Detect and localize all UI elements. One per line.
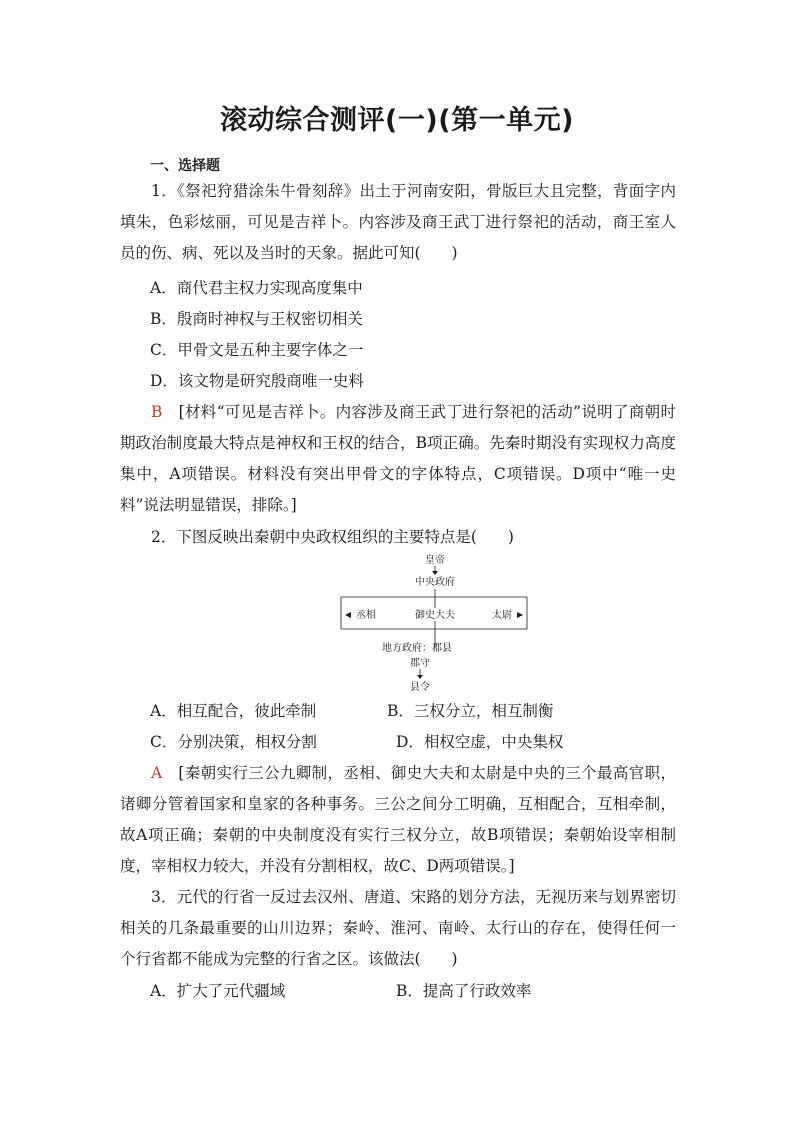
question-3-option-a: A．扩大了元代疆域 (150, 982, 286, 1000)
question-2-answer-block (120, 758, 676, 882)
central-government-diagram (335, 553, 535, 693)
diagram-imperial-censor: 御史大夫 (415, 610, 455, 621)
question-2-answer: A (151, 764, 163, 782)
question-3-stem: 3．元代的行省一反过去汉州、唐道、宋路的划分方法，无视历来与划界密切相关的几条最重要的山川边界；秦岭、淮河、南岭、太行山的存在，使得任何一个行省都不能成为完整的行省之区。该做法( ) (120, 888, 676, 968)
diagram-central-government: 中央政府 (415, 577, 455, 588)
question-2-explanation: [秦朝实行三公九卿制，丞相、御史大夫和太尉是中央的三个最高官职，诸卿分管着国家和皇家的各种事务。三公之间分工明确，互相配合，互相牵制，故A项正确；秦朝的中央制度没有实行三权分立，故B项错误；秦朝始设宰相制度，宰相权力较大，并没有分割相权，故C、D两项错误。] (120, 764, 676, 875)
diagram-arrowhead (432, 571, 438, 575)
diagram-arrowhead (345, 612, 351, 618)
page-title: 滚动综合测评(一)(第一单元) (220, 105, 574, 136)
question-3-option-b: B．提高了行政效率 (396, 982, 532, 1000)
question-2-option-c: C．分别决策，相权分割 (150, 733, 317, 751)
diagram-commandery-governor: 郡守 (410, 658, 430, 669)
question-2-option-a: A．相互配合，彼此牵制 (150, 702, 317, 720)
question-2-option-b: B．三权分立，相互制衡 (387, 702, 554, 720)
diagram-local-government: 地方政府：郡县 (382, 643, 452, 654)
diagram-county-magistrate: 县令 (410, 682, 430, 693)
question-1-option-c: C．甲骨文是五种主要字体之一 (150, 341, 364, 359)
question-2-stem: 2．下图反映出秦朝中央政权组织的主要特点是( ) (151, 528, 514, 546)
diagram-emperor: 皇帝 (425, 555, 445, 566)
question-1-stem: 1．《祭祀狩猎涂朱牛骨刻辞》出土于河南安阳，骨版巨大且完整，背面字内填朱，色彩炫丽，可见是吉祥卜。内容涉及商王武丁进行祭祀的活动，商王室人员的伤、病、死以及当时的天象。据此可知( ) (120, 182, 676, 262)
diagram-arrowhead (417, 675, 423, 679)
question-1-explanation: [材料“可见是吉祥卜。内容涉及商王武丁进行祭祀的活动”说明了商朝时期政治制度最大特点是神权和王权的结合，B项正确。先秦时期没有实现权力高度集中，A项错误。材料没有突出甲骨文的字体特点，C项错误。D项中“唯一史料”说法明显错误，排除。] (120, 403, 676, 514)
question-1-answer-block (120, 397, 676, 521)
question-1-option-a: A．商代君主权力实现高度集中 (150, 279, 363, 297)
question-1-option-b: B．殷商时神权与王权密切相关 (150, 310, 363, 328)
section-heading: 一、选择题 (150, 158, 220, 174)
diagram-arrowhead (517, 612, 523, 618)
diagram-chancellor: 丞相 (356, 610, 376, 621)
question-1-answer: B (151, 403, 163, 421)
question-2-option-d: D．相权空虚，中央集权 (396, 733, 564, 751)
diagram-grand-commandant: 太尉 (492, 610, 512, 621)
question-1-option-d: D．该文物是研究殷商唯一史料 (150, 372, 364, 390)
